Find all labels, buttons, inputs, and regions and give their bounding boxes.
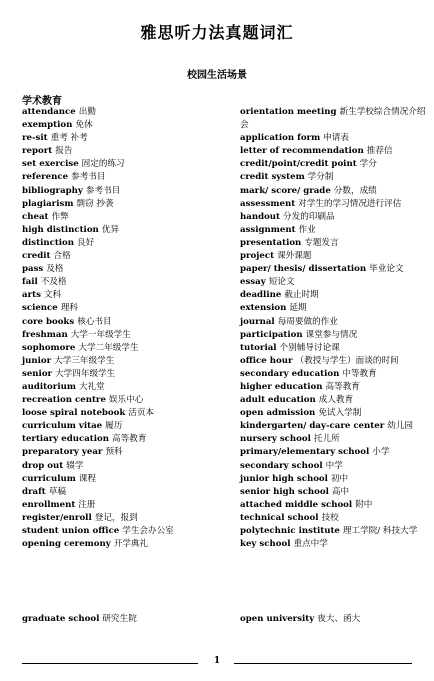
entry-chinese: 注册: [78, 499, 96, 510]
vocabulary-entry: [240, 355, 426, 368]
vocabulary-entry: [22, 407, 222, 420]
vocabulary-entry: [22, 106, 222, 119]
vocabulary-entry: [22, 525, 222, 538]
entry-english: credit/point/credit point: [240, 159, 357, 170]
entry-chinese: 重点中学: [293, 539, 328, 550]
entry-english: draft: [22, 486, 46, 497]
vocabulary-entry: [240, 132, 426, 145]
vocabulary-entry: [22, 185, 222, 198]
entry-chinese: 分发的印刷品: [283, 211, 335, 222]
entry-chinese: 高等教育: [112, 434, 147, 445]
entry-chinese: 短论文: [268, 277, 295, 288]
entry-chinese: 娱乐中心: [108, 395, 144, 406]
entry-english: core books: [22, 316, 75, 327]
right-vocabulary-column: [240, 106, 426, 551]
vocabulary-entry: [22, 473, 222, 486]
entry-chinese: 辍学: [66, 460, 84, 471]
vocabulary-entry: [240, 171, 426, 184]
entry-chinese: 活页本: [128, 408, 155, 419]
entry-english: assignment: [240, 224, 296, 235]
vocabulary-entry: [240, 433, 426, 446]
vocabulary-entry: [240, 198, 426, 211]
entry-english: project: [240, 251, 275, 262]
entry-english: higher education: [240, 381, 323, 392]
entry-english: essay: [240, 277, 266, 288]
page-number: 1: [213, 656, 221, 666]
entry-chinese: 登记，报到: [94, 512, 138, 523]
entry-english: exemption: [22, 120, 73, 131]
vocabulary-entry: [22, 329, 222, 342]
entry-chinese: 大学一年级学生: [70, 329, 131, 340]
entry-chinese: 课堂参与情况: [305, 329, 358, 340]
entry-chinese: 专题发言: [304, 237, 339, 248]
entry-english: sophomore: [22, 342, 76, 353]
vocabulary-entry: [22, 538, 222, 551]
entry-english: reference: [22, 172, 69, 183]
footer-rule-left: [22, 663, 198, 664]
entry-chinese: 学生会办公室: [122, 526, 174, 536]
bottom-left-entry: [22, 612, 137, 624]
entry-chinese: 对学生的学习情况进行评估: [298, 198, 402, 209]
entry-english: attached middle school: [240, 499, 353, 510]
vocabulary-entry: [22, 394, 222, 407]
vocabulary-entry: [240, 316, 426, 329]
vocabulary-entry: [240, 473, 426, 486]
vocabulary-entry: [22, 342, 222, 355]
entry-english: orientation meeting: [240, 107, 337, 117]
entry-chinese: 个别辅导讨论课: [279, 342, 340, 353]
entry-english: participation: [240, 329, 303, 340]
vocabulary-entry: [22, 446, 222, 459]
entry-chinese: 不及格: [40, 277, 67, 288]
vocabulary-entry: [22, 211, 222, 224]
entry-english: tertiary education: [22, 434, 110, 445]
entry-english: plagiarism: [22, 198, 74, 209]
entry-chinese: 参考书目: [71, 172, 106, 183]
entry-chinese: 附中: [355, 499, 373, 510]
entry-chinese: 固定的练习: [81, 159, 125, 170]
vocabulary-entry: [240, 538, 426, 551]
entry-english: opening ceremony: [22, 539, 111, 550]
vocabulary-entry: [22, 512, 222, 525]
entry-english: auditorium: [22, 381, 76, 392]
vocabulary-entry: [240, 381, 426, 394]
entry-chinese: 中等教育: [342, 368, 377, 379]
entry-chinese: 报告: [55, 146, 73, 157]
entry-chinese: 大学二年级学生: [78, 342, 139, 353]
entry-english: assessment: [240, 198, 296, 209]
entry-chinese: 技校: [321, 512, 339, 523]
entry-english: senior: [22, 368, 53, 379]
vocabulary-entry: [22, 145, 222, 158]
entry-english: enrollment: [22, 499, 76, 510]
vocabulary-entry: [22, 460, 222, 473]
entry-english: high distinction: [22, 224, 99, 235]
entry-english: attendance: [22, 107, 76, 117]
entry-chinese: 作弊: [51, 211, 69, 222]
vocabulary-entry: [22, 171, 222, 184]
entry-chinese: 出勤: [78, 107, 96, 117]
vocabulary-entry: [22, 158, 222, 171]
entry-chinese: 预科: [105, 447, 123, 458]
footer-rule-right: [234, 663, 412, 664]
entry-chinese: 合格: [53, 251, 71, 262]
entry-chinese: 剽窃 抄袭: [76, 198, 114, 209]
entry-english: mark/ score/ grade: [240, 185, 331, 196]
entry-chinese: 课程: [78, 473, 97, 484]
entry-english: extension: [240, 303, 287, 314]
entry-chinese: 大礼堂: [78, 381, 105, 392]
entry-chinese: 托儿所: [313, 434, 340, 445]
entry-chinese: 高等教育: [325, 381, 360, 392]
entry-chinese: 及格: [46, 264, 64, 275]
vocabulary-entry: [240, 446, 426, 459]
vocabulary-entry: [22, 302, 222, 315]
entry-english: arts: [22, 290, 41, 301]
vocabulary-entry: [240, 499, 426, 512]
entry-chinese: 截止时期: [284, 290, 319, 301]
entry-english: set exercise: [22, 159, 79, 170]
vocabulary-entry: [240, 407, 426, 420]
entry-chinese: 中学: [325, 460, 343, 471]
entry-chinese: （教授与学生）面谈的时间: [295, 355, 399, 366]
entry-chinese: 履历: [105, 421, 123, 432]
entry-chinese: 文科: [43, 290, 62, 301]
vocabulary-entry: [22, 132, 222, 145]
entry-english: key school: [240, 539, 291, 550]
entry-chinese: 大学三年级学生: [54, 355, 115, 366]
entry-chinese: 初中: [330, 473, 349, 484]
entry-chinese: 申请表: [323, 133, 349, 144]
vocabulary-entry: [22, 198, 222, 211]
vocabulary-entry: [240, 394, 426, 407]
section-heading: 学术教育: [22, 96, 62, 107]
entry-chinese: 理工学院/ 科技大学: [342, 526, 418, 536]
entry-chinese: 小学: [372, 447, 390, 458]
entry-english: graduate school: [22, 614, 100, 624]
entry-chinese: 推荐信: [366, 146, 393, 157]
vocabulary-entry: [240, 158, 426, 171]
entry-english: open university: [240, 614, 315, 624]
entry-chinese: 学分制: [307, 172, 334, 183]
entry-chinese: 高中: [331, 486, 350, 497]
vocabulary-entry: [22, 250, 222, 263]
entry-english: presentation: [240, 237, 302, 248]
entry-chinese: 核心书目: [77, 316, 112, 327]
left-vocabulary-column: [22, 106, 222, 551]
entry-english: polytechnic institute: [240, 526, 340, 536]
vocabulary-entry: [240, 486, 426, 499]
vocabulary-entry: [22, 263, 222, 276]
vocabulary-entry: [240, 145, 426, 158]
vocabulary-entry: [22, 420, 222, 433]
entry-english: bibliography: [22, 185, 83, 196]
entry-english: loose spiral notebook: [22, 408, 126, 419]
entry-english: primary/elementary school: [240, 447, 370, 458]
vocabulary-entry: [240, 276, 426, 289]
entry-chinese: 草稿: [48, 486, 66, 497]
entry-chinese: 成人教育: [318, 395, 354, 406]
entry-english: handout: [240, 211, 281, 222]
vocabulary-entry: [240, 512, 426, 525]
entry-english: report: [22, 146, 53, 157]
entry-chinese: 学分: [359, 159, 377, 170]
entry-english: credit: [22, 251, 51, 262]
entry-english: deadline: [240, 290, 282, 301]
entry-chinese: 课外课题: [277, 251, 312, 262]
entry-english: senior high school: [240, 486, 329, 497]
entry-chinese: 大学四年级学生: [55, 368, 116, 379]
entry-english: office hour: [240, 355, 293, 366]
vocabulary-entry: [240, 224, 426, 237]
entry-english: tutorial: [240, 342, 277, 353]
vocabulary-entry: [240, 211, 426, 224]
entry-english: register/enroll: [22, 512, 92, 523]
vocabulary-entry: [240, 237, 426, 250]
entry-chinese: 良好: [77, 237, 95, 248]
entry-chinese: 参考书目: [85, 185, 121, 196]
entry-english: distinction: [22, 237, 75, 248]
vocabulary-entry: [240, 289, 426, 302]
vocabulary-entry: [22, 368, 222, 381]
entry-chinese: 理科: [60, 303, 78, 314]
entry-english: preparatory year: [22, 447, 103, 458]
vocabulary-entry: [240, 185, 426, 198]
entry-english: journal: [240, 316, 275, 327]
vocabulary-entry: [240, 368, 426, 381]
entry-english: letter of recommendation: [240, 146, 364, 157]
entry-english: nursery school: [240, 434, 311, 445]
entry-chinese: 每周要做的作业: [277, 316, 338, 327]
vocabulary-entry: [22, 237, 222, 250]
entry-chinese: 分数，成绩: [333, 185, 377, 196]
entry-english: open admission: [240, 408, 316, 419]
entry-english: fail: [22, 277, 38, 288]
entry-chinese: 免试入学制: [318, 408, 362, 419]
entry-english: curriculum: [22, 473, 76, 484]
vocabulary-entry: [22, 433, 222, 446]
entry-english: student union office: [22, 526, 120, 536]
vocabulary-entry: [240, 342, 426, 355]
vocabulary-entry: [240, 250, 426, 263]
vocabulary-entry: [240, 460, 426, 473]
vocabulary-entry: [240, 420, 426, 433]
entry-english: junior high school: [240, 473, 328, 484]
vocabulary-entry: [22, 119, 222, 132]
document-subtitle: 校园生活场景: [187, 70, 247, 81]
vocabulary-entry: [240, 329, 426, 342]
entry-chinese: 开学典礼: [113, 539, 149, 550]
vocabulary-entry: [240, 106, 426, 132]
entry-english: curriculum vitae: [22, 421, 103, 432]
entry-chinese: 新生学校综合情况介绍会: [240, 107, 426, 131]
entry-english: application form: [240, 133, 321, 144]
vocabulary-entry: [240, 525, 426, 538]
entry-english: credit system: [240, 172, 305, 183]
vocabulary-entry: [22, 289, 222, 302]
entry-english: junior: [22, 355, 52, 366]
entry-english: freshman: [22, 329, 68, 340]
vocabulary-entry: [22, 486, 222, 499]
entry-chinese: 毕业论文: [369, 264, 404, 275]
entry-chinese: 研究生院: [102, 614, 137, 624]
bottom-right-entry: [240, 612, 360, 624]
vocabulary-entry: [22, 224, 222, 237]
entry-english: kindergarten/ day-care center: [240, 421, 385, 432]
entry-chinese: 免休: [75, 120, 93, 131]
entry-english: adult education: [240, 395, 316, 406]
vocabulary-entry: [22, 499, 222, 512]
vocabulary-entry: [22, 355, 222, 368]
entry-english: recreation centre: [22, 395, 106, 406]
vocabulary-entry: [240, 302, 426, 315]
entry-english: secondary education: [240, 368, 340, 379]
entry-english: paper/ thesis/ dissertation: [240, 264, 367, 275]
vocabulary-entry: [22, 276, 222, 289]
entry-chinese: 延期: [289, 303, 307, 314]
document-title: 雅思听力法真题词汇: [140, 23, 294, 42]
entry-english: cheat: [22, 211, 49, 222]
entry-chinese: 幼儿园: [387, 421, 414, 432]
entry-chinese: 优异: [101, 224, 120, 235]
entry-english: secondary school: [240, 460, 323, 471]
entry-english: drop out: [22, 460, 64, 471]
vocabulary-entry: [240, 263, 426, 276]
entry-chinese: 重考 补考: [50, 133, 88, 144]
vocabulary-entry: [22, 381, 222, 394]
entry-chinese: 作业: [298, 224, 316, 235]
entry-english: science: [22, 303, 58, 314]
entry-english: pass: [22, 264, 44, 275]
vocabulary-entry: [22, 316, 222, 329]
entry-english: technical school: [240, 512, 319, 523]
entry-chinese: 夜大、函大: [317, 614, 361, 624]
entry-english: re-sit: [22, 133, 48, 144]
